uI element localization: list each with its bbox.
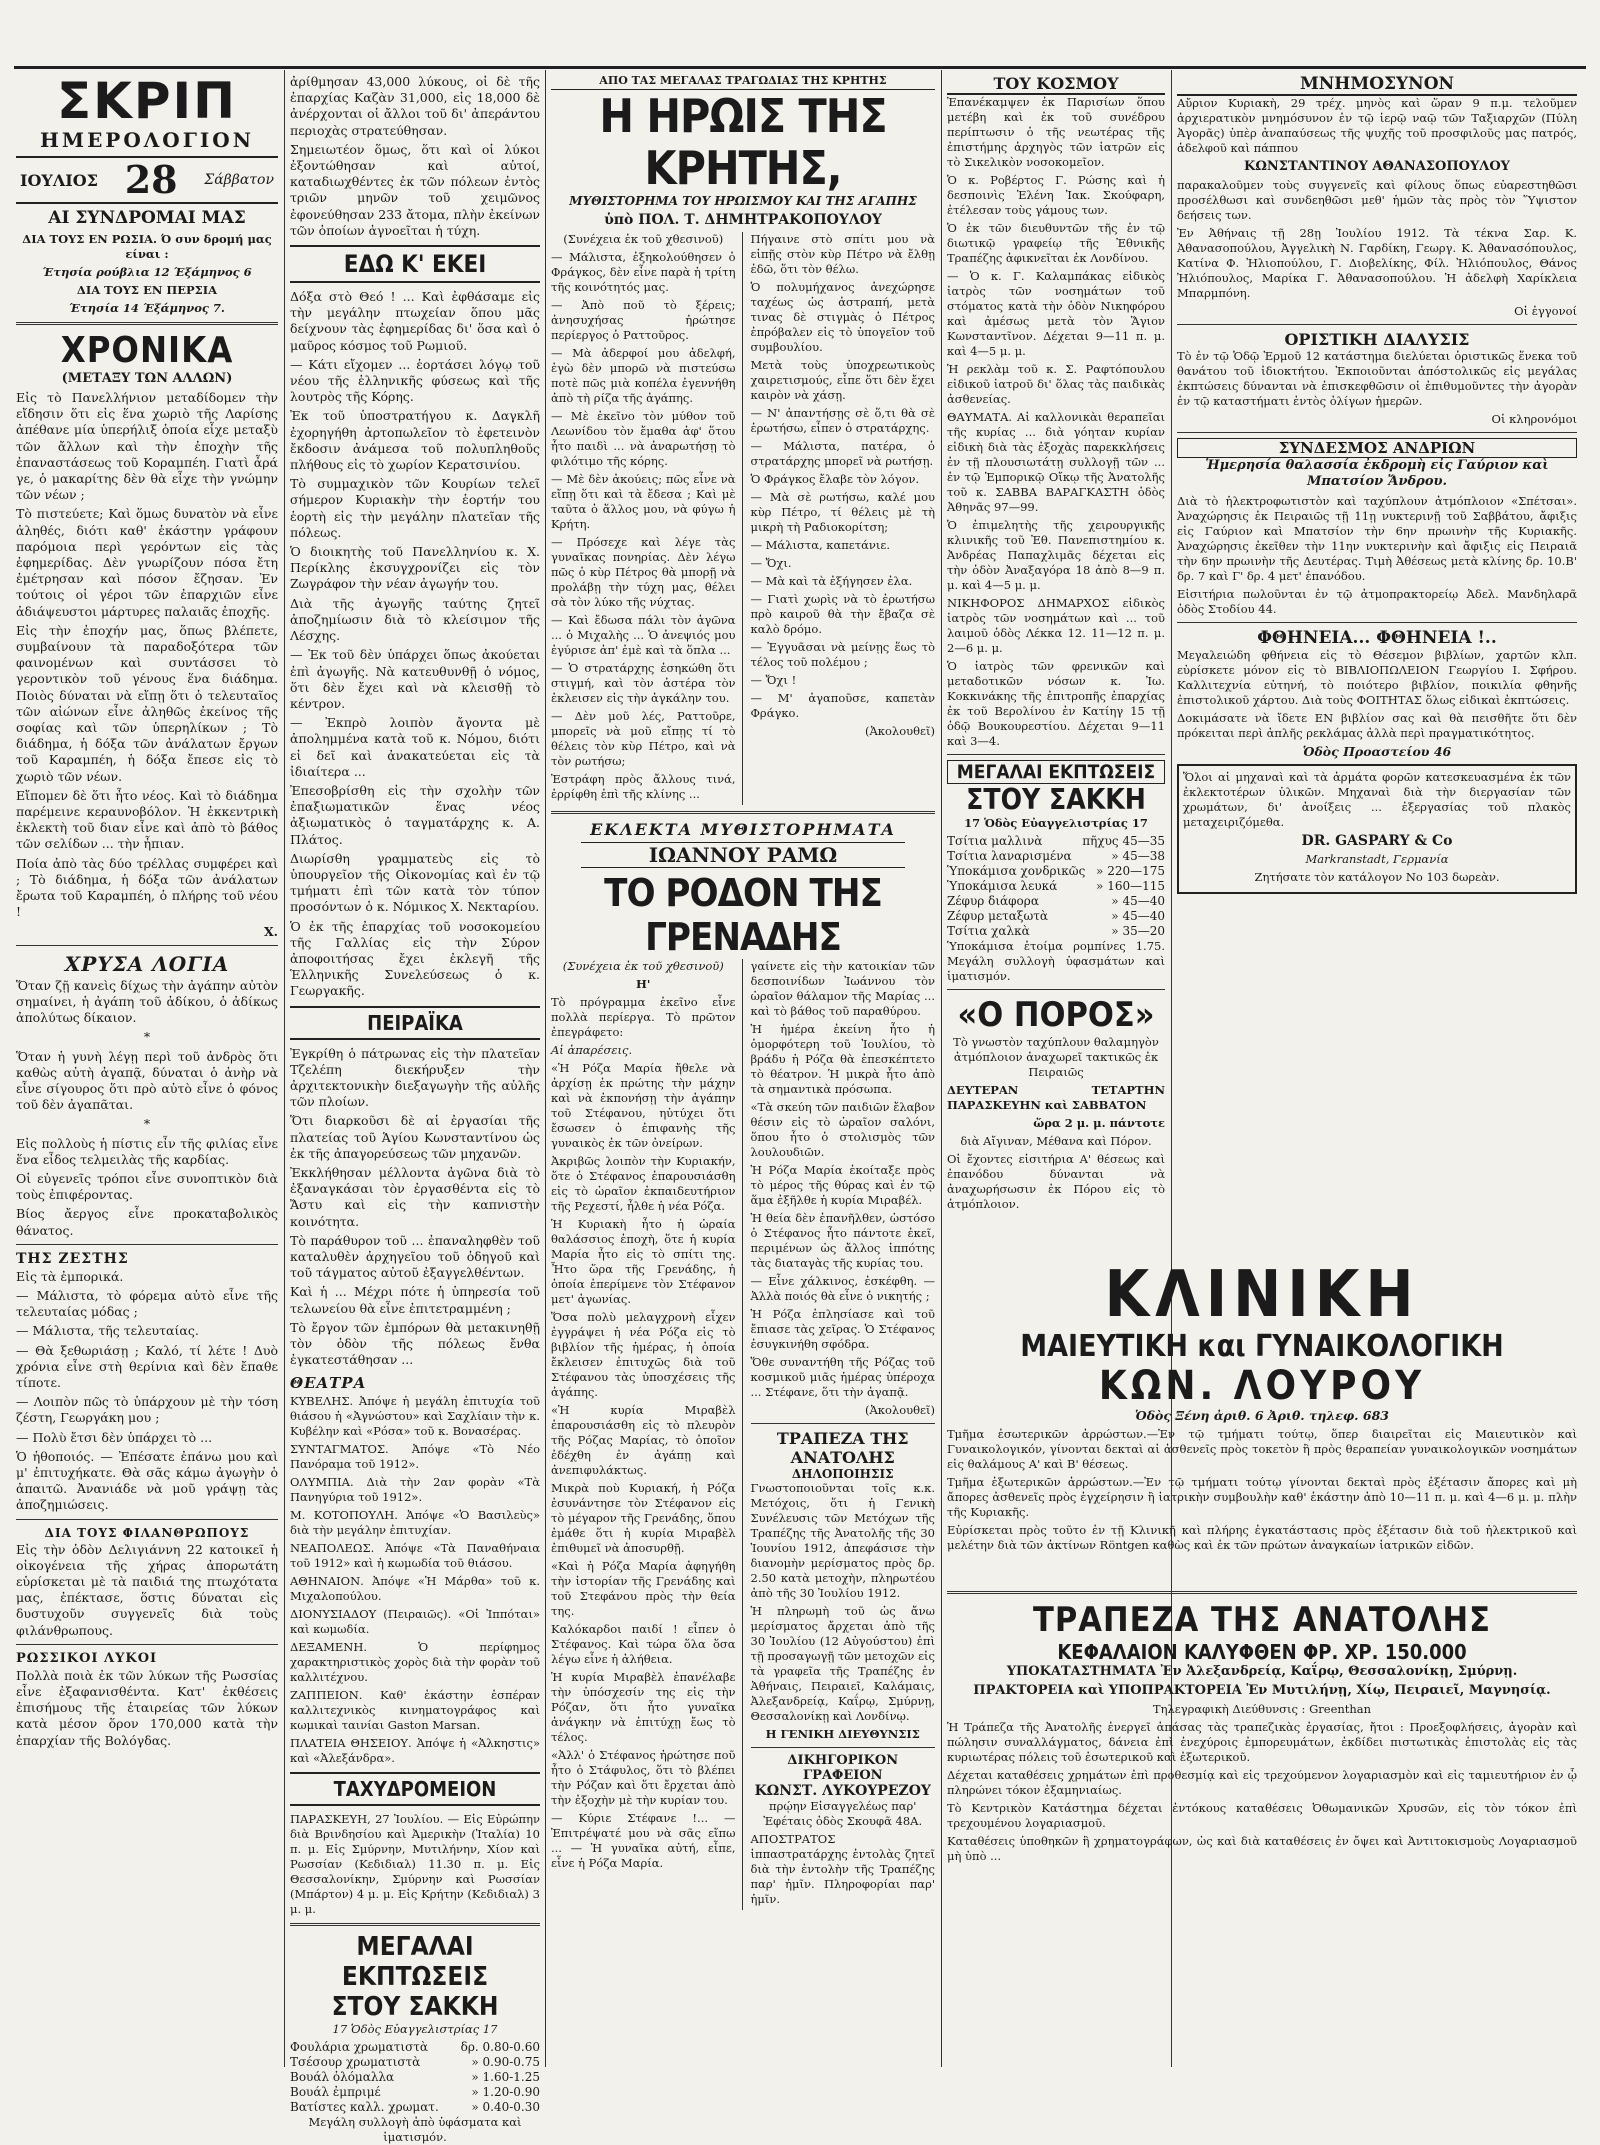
bank-ad-capital: ΚΕΦΑΛΑΙΟΝ ΚΑΛΥΦΘΕΝ ΦΡ. ΧΡ. 150.000 (1057, 1640, 1467, 1664)
poros-time: ὥρα 2 μ. μ. πάντοτε (1033, 1116, 1165, 1130)
article-paragraph: Ἡ Τράπεζα τῆς Ἀνατολῆς ἐνεργεῖ ἁπάσας τὰς τραπεζικὰς ἐργασίας, ἤτοι : Προεξοφλήσεις, ἀγορὰν καὶ πώλησιν συναλλάγματος, δάνεια ἐπὶ ἐνεχύροις ἐμπορευμάτων, ἐκδίδει πιστωτικὰς ἐπιστολὰς εἰς τὰς κυριωτέρας πόλεις τοῦ ἐσωτερικοῦ καὶ ἐξωτερικοῦ. (947, 1720, 1577, 1765)
article-paragraph: Ἡ πληρωμὴ τοῦ ὡς ἄνω μερίσματος ἄρχεται ἀπὸ τῆς 30 Ἰουλίου (12 Αὐγούστου) ἐπὶ τῇ προσαγωγῇ τῶν μετοχῶν εἰς τὰ γραφεῖα τῆς Τραπέζης ἐν Ἀθήναις, Πειραιεῖ, Καλάμαις, Ἀλεξανδρείᾳ, Καΐρῳ, Σμύρνῃ, Θεσσαλονίκῃ καὶ Λονδίνῳ. (750, 1604, 935, 1723)
clinic-title: ΚΛΙΝΙΚΗ (1104, 1258, 1420, 1332)
price-item-name: Τσίτια λαναρισμένα (947, 849, 1072, 863)
date-day: 28 (124, 157, 178, 202)
serial-columns (551, 232, 935, 805)
article-paragraph: Σημειωτέον ὅμως, ὅτι καὶ οἱ λύκοι ἐξοντώθησαν καὶ αὐτοί, καταδιωχθέντες ἐκ τῶν πόλεων ἐντὸς τριῶν μηνῶν τοῦ χειμῶνος ἐφονεύθησαν 233 ἄτομα, πλὴν ἐκείνων τῶν ὁποίων ἀγνοεῖται ἡ τύχη. (290, 141, 540, 238)
article-paragraph: — Κάτι εἴχομεν ... ἑορτάσει λόγῳ τοῦ νέου τῆς ἑλληνικῆς φύσεως καὶ τῆς λουτρὸς τῆς Κόρης. (290, 356, 540, 405)
price-item-value: » 45—38 (1111, 849, 1165, 863)
subscriptions-text: Έτησία 14 Έξάμηνος 7. (69, 301, 225, 315)
article-paragraph: — Μ' ἀγαποῦσε, καπετὰν Φράγκο. (750, 691, 935, 720)
price-item-value: δρ. 0.80-0.60 (460, 2040, 540, 2055)
article-paragraph: Ἐπεσοβρίσθη εἰς τὴν σχολὴν τῶν ἐπαξιωματικῶν ἕνας νέος ἀξιωματικὸς ὁ ταγματάρχης κ. Α. Πλάτος. (290, 782, 540, 847)
article-paragraph: Οἱ εὐγενεῖς τρόποι εἶνε συνοπτικὸν διὰ τοὺς ἐπιφέροντας. (16, 1170, 278, 1203)
dissolution-signature: Οἱ κληρονόμοι (1491, 412, 1577, 427)
price-item-name: Τσέσουρ χρωματιστὰ (290, 2055, 421, 2070)
philanthropy-heading: ΔΙΑ ΤΟΥΣ ΦΙΛΑΝΘΡΩΠΟΥΣ (44, 1525, 250, 1540)
article-paragraph: Ὁ ἐπιμελητὴς τῆς χειρουργικῆς κλινικῆς τοῦ Ἐθ. Πανεπιστημίου κ. Ἀνδρέας Παπαχλιμᾶς δέχεται εἰς τὴν ὁδὸν Ἀναξαγόρα 18 ἀπὸ 8—9 π. μ. καὶ 4—5 μ. μ. (947, 518, 1165, 592)
article-paragraph: Πήγαινε στὸ σπίτι μου νὰ εἰπῇς στὸν κὺρ Πέτρο νὰ ἔλθῃ ἐδῶ, ὅτι τὸν θέλω. (750, 232, 935, 276)
machinery-ad-footer: Ζητήσατε τὸν κατάλογον Νο 103 δωρεὰν. (1254, 870, 1500, 885)
price-row (290, 2040, 540, 2055)
theatre-listing: ΑΘΗΝΑΙΟΝ. Ἀπόψε «Ἡ Μάρθα» τοῦ κ. Μιχαλοπούλου. (290, 1574, 540, 1604)
syndesmos-title: Ἡμερησία θαλασσία ἐκδρομὴ εἰς Γαύριον καὶ Μπατσίον Ἄνδρου. (1205, 458, 1549, 490)
syndesmos-heading: ΣΥΝΔΕΣΜΟΣ ΑΝΔΡΙΩΝ (1177, 438, 1577, 458)
article-paragraph: Μετὰ τοὺς ὑποχρεωτικοὺς χαιρετισμούς, εἶπε ὅτι δὲν ἔχει καιρὸν νὰ χάσῃ. (750, 358, 935, 402)
article-paragraph: Ἡ ρεκλὰμ τοῦ κ. Σ. Ραφτόπουλου εἰδικοῦ ἰατροῦ δι' ὅλας τὰς παιδικὰς ἀσθενείας. (947, 362, 1165, 406)
post-office-heading: ΤΑΧΥΔΡΟΜΕΙΟΝ (290, 1772, 540, 1806)
fiction-author: ΙΩΑΝΝΟΥ ΡΑΜΩ (581, 842, 905, 868)
article-paragraph: Τμῆμα ἐσωτερικῶν ἀρρώστων.—Ἐν τῷ τμήματι τούτῳ, ὅπερ διαιρεῖται εἰς Μαιευτικὸν καὶ Γυναικολογικόν, γίνονται δεκταὶ αἱ ἀσθενεῖς πρὸς τοκετὸν ἢ πρὸς θεραπείαν γυναικολογικῶν νοσημάτων εἰς θαλάμους Α' καὶ Β' θέσεως. (947, 1427, 1577, 1472)
dissolution-heading: ΟΡΙΣΤΙΚΗ ΔΙΑΛΥΣΙΣ (1284, 330, 1470, 350)
sale-store-name: ΣΤΟΥ ΣΑΚΚΗ (966, 783, 1146, 816)
article-signature: X. (263, 923, 278, 939)
theatre-listing: ΣΥΝΤΑΓΜΑΤΟΣ. Ἀπόψε «Τὸ Νέο Πανόραμα τοῦ 1912». (290, 1442, 540, 1472)
bank-notice-heading: ΤΡΑΠΕΖΑ ΤΗΣ ΑΝΑΤΟΛΗΣ (776, 1429, 909, 1467)
article-paragraph: Ὁ πολυμήχανος ἀνεχώρησε ταχέως ὡς ἀστραπή, μετὰ τινας δὲ στιγμὰς ὁ Πέτρος ἐπρόβαλεν εἰς τὸ ὑπογεῖον τοῦ συμβουλίου. (750, 280, 935, 354)
bank-ad-agencies: ΠΡΑΚΤΟΡΕΙΑ καὶ ΥΠΟΠΡΑΚΤΟΡΕΙΑ Ἐν Μυτιλήνῃ, Χίῳ, Πειραιεῖ, Μαγνησίᾳ. (973, 1683, 1551, 1699)
law-office-text: ΑΠΟΣΤΡΑΤΟΣ ἱππαστρατάρχης ἐντολὰς ζητεῖ διὰ τὴν ἐντολὴν τῆς Τραπέζης παρ' ἡμῖν. Πληροφορίαι παρ' ἡμῖν. (750, 1832, 935, 1906)
bank-ad-telegraph: Τηλεγραφικὴ Διεύθυνσις : Greenthan (1152, 1702, 1372, 1717)
machinery-ad-city: Markranstadt, Γερμανία (1305, 852, 1449, 867)
article-paragraph: — Ὁ κ. Γ. Καλαμπάκας εἰδικὸς ἰατρὸς τῶν νοσημάτων τοῦ στόματος κατὰ τὴν ὁδὸν Νικηφόρου καὶ ἀμέσως μετὰ τὸν Ἅγιον Κωνσταντῖνον. Δέχεται 9—11 π. μ. καὶ 4—5 μ. μ. (947, 269, 1165, 358)
column-5 (1177, 74, 1577, 1254)
article-paragraph: Εὑρίσκεται πρὸς τοῦτο ἐν τῇ Κλινικῇ καὶ πλήρης ἐγκατάστασις πρὸς ἐξέτασιν διὰ τοῦ ἠλεκτρικοῦ καὶ μελέτην διὰ τῶν ἀκτίνων Röntgen καθὼς καὶ ἐκ τῶν πρώτων ἀναγκαίων ἰατρικῶν εἰδῶν. (947, 1523, 1577, 1553)
article-paragraph: Εἰς τὸ Πανελλήνιον μεταδίδομεν τὴν εἴδησιν ὅτι εἰς ἕνα χωριὸ τῆς Λαρίσης ἀπέθανε μία ὑπερήλιξ ὁποία εἶχε μεταξὺ τῶν ἄλλων καὶ τὴν ἐποχὴν τῆς ἐπαναστάσεως τοῦ Κοραμπέη. Γιατὶ ἆρά γε, ὁ μακαρίτης δὲν θὰ εἶχε τὴν γνώμην τῶν νέων ; (16, 390, 278, 503)
memorial-signature: Οἱ ἐγγονοί (1514, 304, 1577, 319)
peiraika-heading: ΠΕΙΡΑΪΚΑ (290, 1006, 540, 1040)
article-paragraph: Ὁ ἐκ τῆς ἐπαρχίας τοῦ νοσοκομείου τῆς Γαλλίας εἰς τὴν Σύρον ἀποφοιτήσας ἔχει ἐκλεγῆ τῆς Ἑλληνικῆς Συνελεύσεως ὁ κ. Γεωργακῆς. (290, 918, 540, 999)
article-paragraph: Ἀκριβῶς λοιπὸν τὴν Κυριακήν, ὅτε ὁ Στέφανος ἐπαρουσιάσθη εἰς τὸ ὡραῖον ἐκπαιδευτήριον τῆς Ρεχεστί, ἦλθε ἡ νέα Ρόζα. (551, 1154, 736, 1213)
article-paragraph: Ὅταν ζῇ κανεὶς δίχως τὴν ἀγάπην αὐτὸν σημαίνει, ἡ ἀγάπη τοῦ ἀδίκου, ὁ ἀδίκως ἀπολύτως δίκαιον. (16, 977, 278, 1026)
article-paragraph: — Ὄχι ! (750, 673, 797, 687)
fiction-columns (551, 959, 935, 1910)
article-paragraph: Μεγαλειώδη φθήνεια εἰς τὸ Θέσεμον βιβλίων, χαρτῶν κλπ. εὑρίσκετε μόνον εἰς τὸ ΒΙΒΛΙΟΠΩΛΕΙΟΝ Γεωργίου Ι. Σφήρου. Καλλιτεχνία εὐτηνή, τὸ ποιότερο βιβλίον, ποικιλία φθηνῆς ἐπιστολικοῦ χάρτου. Διὰ τοὺς ΦΟΙΤΗΤΑΣ ὅλως εἰδικαὶ ἐκπτώσεις. (1177, 647, 1577, 707)
article-paragraph: — Ὁ στρατάρχης ἐσηκώθη ὅτι στιγμή, καὶ τὸν ἀστέρα τὸν ἐκλεισεν εἰς τὴν ἀγκάλην του. (551, 661, 736, 705)
article-paragraph: Ἐγκρίθη ὁ πάτρωνας εἰς τὴν πλατεῖαν Τζελέπη διεκήρυξεν τὴν ἀρχιτεκτονικὴν διεξαγωγὴν τῆς αὐλῆς τῶν πλοίων. (290, 1045, 540, 1110)
price-row (290, 2100, 540, 2115)
article-paragraph: Τὸ ἐν τῷ Ὁδῷ Ἑρμοῦ 12 κατάστημα διελύεται ὁριστικῶς ἕνεκα τοῦ θανάτου τοῦ ἰδιοκτήτου. Ἐκποιοῦνται ἀπόστολικῶς εἰς μεγάλας ἐκπτώσεις δύνανται νὰ ἐπισκεφθῶσιν οἱ ἐπιθυμοῦντες τὴν ἀγορὰν ἐν τῷ καταστήματι ἐντὸς ὀλίγων ἡμερῶν. (1177, 349, 1577, 409)
law-office-text: πρῴην Εἰσαγγελέως παρ' Ἐφέταις ὁδὸς Σκουφᾶ 48Α. (763, 1799, 923, 1828)
article-paragraph: Διωρίσθη γραμματεὺς εἰς τὸ ὑπουργεῖον τῆς Οἰκονομίας καὶ ἐν τῷ τμήματι ἐπὶ τῶν κατὰ τὸν τύπον προσόντων ὁ κ. Νόμικος Χ. Νεκταρίου. (290, 850, 540, 915)
chronika-heading: ΧΡΟΝΙΚΑ (60, 330, 234, 371)
article-paragraph: Εἰς πολλοὺς ἡ πίστις εἶν τῆς φιλίας εἶνε ἕνα εἶδος τελμειλὰς τῆς καρδίας. (16, 1135, 278, 1167)
article-paragraph: Ὁ ἐκ τῶν διευθυντῶν τῆς ἐν τῷ διωτικῷ γραφείῳ τῆς Ἐθνικῆς Τραπέζης ἀφικνεῖται ἐκ Λονδίνου. (947, 221, 1165, 265)
law-office-name: ΚΩΝΣΤ. ΛΥΚΟΥΡΕΖΟΥ (754, 1783, 931, 1799)
article-paragraph: Ὅσα πολὺ μελαγχρονὴ εἶχεν ἐγγράψει ἡ νέα Ρόζα εἰς τὸ βιβλίον τῆς ἡμέρας, ἡ ὁποία ἔκλεισεν ἐπιτυχῶς διὰ τοῦ Στέφανου τὰς ὑποσχέσεις τῆς ἀγάπης. (551, 1310, 736, 1399)
column-2 (290, 74, 540, 2145)
price-row (947, 894, 1165, 909)
article-paragraph: Ὁ ἡθοποιός. — Ἐπέσατε ἐπάνω μου καὶ μ' ἐπιτυχήκατε. Θὰ σᾶς κάμω ἀγωγὴν ὁ ἀπαιτῶ. Ἀνανιάδε νὰ μοῦ γράψῃ τὰς ἀποζημιώσεις. (16, 1448, 278, 1513)
article-continued: (Ἀκολουθεῖ) (865, 724, 935, 738)
article-paragraph: ἀρίθμησαν 43,000 λύκους, οἱ δὲ τῆς ἐπαρχίας Καζὰν 31,000, εἰς 18,000 δὲ ἀνέρχονται οἱ ἄλλοι τοῦ δι' ἀπεράντου περιοχὰς στρατεύθησαν. (290, 74, 540, 138)
price-row (290, 2085, 540, 2100)
article-paragraph: — Πολὺ ἔτσι δὲν ὑπάρχει τὸ ... (16, 1429, 213, 1445)
bank-ad-title: ΤΡΑΠΕΖΑ ΤΗΣ ΑΝΑΤΟΛΗΣ (1033, 1600, 1491, 1640)
bank-ad-branches: ΥΠΟΚΑΤΑΣΤΗΜΑΤΑ Ἐν Ἀλεξανδρείᾳ, Καΐρῳ, Θεσσαλονίκῃ, Σμύρνῃ. (1006, 1664, 1518, 1679)
sale-store-name: ΣΤΟΥ ΣΑΚΚΗ (331, 1992, 499, 2023)
article-paragraph: Εἰς τὰ ἐμπορικά. (16, 1268, 124, 1284)
price-row (947, 909, 1165, 924)
bank-notice-subheading: ΔΗΛΟΠΟΙΗΣΙΣ (791, 1467, 894, 1481)
article-paragraph: Τὸ πιστεύετε; Καὶ ὅμως δυνατὸν νὰ εἶνε ἀληθές, διότι καθ' ἑκάστην γράφουν παρόμοια περὶ γερόντων εἰς τὰς ἐφημερίδας. Δὲν γνωρίζουν πόσα ἔτη ἐμέτρησαν καὶ πόσον ἔζησαν. Ἐν τούτοις οἱ γέροι τῶν ἐπαρχιῶν εἶνε ἀδιάψευστοι μάρτυρες παλαιᾶς ἐποχῆς. (16, 506, 278, 619)
article-paragraph: — Ἐκ τοῦ δὲν ὑπάρχει ὅπως ἀκούεται ἐπὶ ἀγωγῆς. Νὰ κατευθυνθῇ ὁ νόμος, ὅτι δὲν ἔχει καὶ νὰ κλεισθῇ τὸ κέντρον. (290, 647, 540, 711)
sale-footer: Ὑποκάμισα ἐτοίμα ρομπίνες 1.75. Μεγάλη συλλογὴ ὑφασμάτων καὶ ἱματισμόν. (947, 939, 1165, 983)
price-item-name: Βουάλ ὁλόμαλλα (290, 2070, 395, 2085)
article-paragraph: — Μάλιστα, τὸ φόρεμα αὐτὸ εἶνε τῆς τελευταίας μόδας ; (16, 1287, 278, 1320)
article-paragraph: Ὅλοι αἱ μηχαναὶ καὶ τὰ ἀρμάτα φορῶν κατεσκευασμένα ἐκ τῶν ἐκλεκτοτέρων ὑλικῶν. Μηχαναὶ διὰ τὴν διεργασίαν τῶν χρωμάτων, δι' ἀνοίξεις ... ἐξεργασίας τοῦ πλακὸς μεταχειριζόμεθα. (1183, 769, 1571, 829)
theatre-listing: ΠΛΑΤΕΙΑ ΘΗΣΕΙΟΥ. Ἀπόψε ἡ «Ἀλκηστις» καὶ «Ἀλεξάνδρα». (290, 1736, 540, 1766)
column-1: ΣΚΡΙΠ ΗΜΕΡΟΛΟΓΙΟΝ ΙΟΥΛΙΟΣ 28 Σάββατον ΑΙ ΣΥΝΔΡΟΜΑΙ ΜΑΣ ΔΙΑ ΤΟΥΣ ΕΝ ΡΩΣΙΑ. Ό συν δρομή μας είναι : Έτησία ρούβλια 12 Έξάμηνος 6 ΔΙΑ ΤΟΥΣ ΕΝ ΠΕΡΣΙΑ Έτησία 14 Έξάμηνος 7. ΧΡΟΝΙΚΑ (ΜΕΤΑΞΥ ΤΩΝ ΑΛΛΩΝ) Εἰς τὸ Πανελλήνιον μεταδίδομεν τὴν εἴδησιν ὅτι εἰς ἕνα χωριὸ τῆς Λαρίσης ἀπέθανε μία ὑπερήλιξ ὁποία εἶχε μεταξὺ τῶν ἄλλων καὶ τὴν ἐποχὴν τῆς ἐπαναστάσεως τοῦ Κοραμπέη. Γιατὶ ἆρά γε, ὁ μακαρίτης δὲν θὰ εἶχε τὴν γνώμην τῶν νέων ; Τὸ πιστεύετε; Καὶ ὅμως δυνατὸν νὰ εἶνε ἀληθές, διότι καθ' ἑκάστην γράφουν παρόμοια περὶ γερόντων εἰς τὰς ἐφημερίδας. Δὲν γνωρίζουν πόσα ἔτη ἐμέτρησαν καὶ πόσον ἔζησαν. Ἐν τούτοις οἱ γέροι τῶν ἐπαρχιῶν εἶνε ἀδιάψευστοι μάρτυρες παλαιᾶς ἐποχῆς. Εἰς τὴν ἐποχήν μας, ὅπως βλέπετε, συμβαίνουν τὰ παραδοξότερα τῶν φαινομένων καὶ συντάσσει τὸ γεροντικὸν τοῦ γένους ἕνα διάδημα. Ποιὸς δύναται νὰ εἴπῃ ὅτι ὁ τελευταῖος τῶν αἰώνων εἶνε ἀληθῶς ἐκείνος τῆς σοφίας καὶ τῶν ὑπερηλίκων ; Τὸ διάδημα, ἡ δόξα τῶν ἀνάλατων ἔργων τοῦ Καραμπέη, ἡ δόξα ἔπεσε εἰς τὸ χωριὸ τῶν νέων. Εἴπομεν δὲ ὅτι ἦτο νέος. Καὶ τὸ διάδημα παρέμεινε κεραυνοβόλον. Ἡ ἐκκεντρικὴ ἐκλεκτὴ τοῦ διαν εἶνε καὶ ἀπὸ τὸ βάθος τῶν σελίδων ... τὴν ἦπιαν. Ποία ἀπὸ τὰς δύο τρέλλας συμφέρει καὶ ; Τὸ διάδημα, ἡ δόξα τῶν ἀνάλατων ἔρωτα τοῦ Καραμπέη, ὁ πλήρης τοῦ νέου ! X. ΧΡΥΣΑ ΛΟΓΙΑ Ὅταν ζῇ κανεὶς δίχως τὴν ἀγάπην αὐτὸν σημαίνει, ἡ ἀγάπη τοῦ ἀδίκου, ὁ ἀδίκως ἀπολύτως δίκαιον. * Ὅταν ἡ γυνὴ λέγῃ περὶ τοῦ ἀνδρὸς ὅτι καθὼς αὐτὴ ἀγαπᾷ, δύναται ὁ ἀνὴρ νὰ εἶνε σίγουρος ὅτι πρὸ αὐτὸ εἶνε ὁ φόνος τοῦ δὲν ἀγαπᾶται. * Εἰς πολλοὺς ἡ πίστις εἶν τῆς φιλίας εἶνε ἕνα εἶδος τελμειλὰς τῆς καρδίας. Οἱ εὐγενεῖς τρόποι εἶνε συνοπτικὸν διὰ τοὺς ἐπιφέροντας. Βίος ἄεργος εἶνε προκαταβολικὸς θάνατος. ΤΗΣ ΖΕΣΤΗΣ Εἰς τὰ ἐμπορικά. — Μάλιστα, τὸ φόρεμα αὐτὸ εἶνε τῆς τελευταίας μόδας ; — Μάλιστα, τῆς τελευταίας. — Θὰ ξεθωριάσῃ ; Καλό, τί λέτε ! Δυὸ χρόνια εἶνε στὴ θερίνια καὶ δὲν ἔπαθε τίποτε. — Λοιπὸν πῶς τὸ ὑπάρχουν μὲ τὴν τόση ζέστη, Γεωργάκη μου ; — Πολὺ ἔτσι δὲν ὑπάρχει τὸ ... Ὁ ἡθοποιός. — Ἐπέσατε ἐπάνω μου καὶ μ' ἐπιτυχήκατε. Θὰ σᾶς κάμω ἀγωγὴν ὁ ἀπαιτῶ. Ἀνανιάδε νὰ μοῦ γράψῃ τὰς ἀποζημιώσεις. ΔΙΑ ΤΟΥΣ ΦΙΛΑΝΘΡΩΠΟΥΣ Εἰς τὴν ὁδὸν Δελιγιάννη 22 κατοικεῖ ἡ οἰκογένεια τῆς χήρας ἀπορωτάτη εὑρίσκεται μὲ τὰ παιδιά της πτωχότατα μας, ἐπέκτασε, ὅστις δύναται εἰς δυστυχοῦν συγγενεῖς διὰ τοὺς φιλάνθρωπους. ΡΩΣΣΙΚΟΙ ΛΥΚΟΙ Πολλὰ ποιὰ ἐκ τῶν λύκων τῆς Ρωσσίας εἶνε ἐξαφανισθέντα. Κατ' ἐκθέσεις ἐπισήμους τῆς ἑταιρείας τῶν λύκων κατὰ μέσον ὅρον 170,000 κατὰ τὴν ἐπαρχίαν τῆς Βολόγδας. (16, 72, 278, 1748)
memorial-heading: ΜΝΗΜΟΣΥΝΟΝ (1177, 74, 1577, 96)
price-row (947, 849, 1165, 864)
sale-footer: Μεγάλη συλλογὴ ἀπὸ ὑφάσματα καὶ ἱματισμόν. (308, 2115, 522, 2145)
price-item-name: Τσίτια μαλλινὰ (947, 834, 1043, 848)
article-paragraph: «Τὰ σκεύη τῶν παιδιῶν ἔλαβον θέσιν εἰς τὸ ὡραῖον σαλόνι, ὅπου ἦτο ὁ στολισμὸς τῶν λουλουδιῶν. (750, 1100, 935, 1159)
price-item-value: πῆχυς 45—35 (1082, 834, 1165, 848)
price-row (947, 924, 1165, 939)
article-paragraph: Ὅθε συναντήθη τῆς Ρόζας τοῦ κοσμικοῦ μιᾶς ἡμέρας ὑπέροχα ... Στέφανε, ὅτι τὴν ἀγαπᾷ. (750, 1355, 935, 1399)
masthead-title: ΣΚΡΙΠ (57, 72, 237, 130)
serial-kicker: ΑΠΟ ΤΑΣ ΜΕΓΑΛΑΣ ΤΡΑΓΩΔΙΑΣ ΤΗΣ ΚΡΗΤΗΣ (551, 74, 935, 90)
date-weekday: Σάββατον (204, 172, 274, 188)
price-item-name: Ζέφυρ μεταξωτὰ (947, 909, 1049, 923)
price-item-name: Βατίστες καλλ. χρωματ. (290, 2100, 439, 2115)
price-row (947, 879, 1165, 894)
price-item-value: » 0.90-0.75 (471, 2055, 540, 2070)
date-bar (16, 156, 278, 204)
article-paragraph: Ἐπανέκαμψεν ἐκ Παρισίων ὅπου μετέβη καὶ ἐκ τοῦ συνέδρου περίπτωσιν ὁ τῆς νεωτέρας τῆς ἐπιστήμης ἀρχηγὸς τῶν ἰατρῶν εἰς τὸ Σικελικὸν νοσοκομεῖον. (947, 95, 1165, 169)
article-paragraph: Καλόκαρδοι παιδί ! εἶπεν ὁ Στέφανος. Καὶ τώρα ὅλα ὅσα λέγω εἶνε ἡ ἀλήθεια. (551, 1622, 736, 1666)
article-paragraph: Ἐκκλήθησαν μέλλοντα ἀγῶνα διὰ τὸ ἐξαναγκάσαι τὸν ἐργασθέντα εἰς τὸ Ἄστυ καὶ εἰς τὴν καπνιστὴν κοινότητα. (290, 1164, 540, 1229)
article-paragraph: — Θὰ ξεθωριάσῃ ; Καλό, τί λέτε ! Δυὸ χρόνια εἶνε στὴ θερίνια καὶ δὲν ἔπαθε τίποτε. (16, 1342, 278, 1390)
article-paragraph: — Καὶ ἔδωσα πάλι τὸν ἀγῶνα ... ὁ Μιχαλὴς ... Ὁ ἀνεψιός μου ἐγύρισε ἀπ' ἐμὲ καὶ τὰ ὅπλα ... (551, 613, 736, 657)
article-paragraph: Τὸ παράθυρον τοῦ ... ἐπαναληφθὲν τοῦ καταλυθὲν ἀρχηγεῖου τοῦ ὁδηγοῦ καὶ τοῦ τάγματος αὐτοῦ ἐξαγγελθέντων. (290, 1232, 540, 1281)
article-paragraph: ΝΙΚΗΦΟΡΟΣ ΔΗΜΑΡΧΟΣ εἰδικὸς ἰατρὸς τῶν νοσημάτων καὶ ... τοῦ λαιμοῦ ὁδὸς Λέκκα 12. 11—12 π. μ. 2—6 μ. μ. (947, 596, 1165, 655)
price-item-value: » 1.60-1.25 (471, 2070, 540, 2085)
poros-days: ΔΕΥΤΕΡΑΝ ΤΕΤΑΡΤΗΝ ΠΑΡΑΣΚΕΥΗΝ καὶ ΣΑΒΒΑΤΟΝ (947, 1083, 1165, 1112)
price-item-value: » 1.20-0.90 (471, 2085, 540, 2100)
price-item-name: Ζέφυρ διάφορα (947, 894, 1039, 908)
article-paragraph: Καταθέσεις ὑποθηκῶν ἢ χρηματογράφων, ὡς καὶ διὰ καταθέσεις ἐν ὄψει καὶ Ἀντιτοκισμοὺς Λογαριασμοῦ μὴ ὑπὸ ... (947, 1834, 1577, 1864)
serial-headline: Η ΗΡΩΙΣ ΤΗΣ ΚΡΗΤΗΣ, (599, 89, 887, 195)
price-row (290, 2070, 540, 2085)
article-paragraph: — Ν' ἀπαντήσῃς σὲ ὅ,τι θὰ σὲ ἐρωτήσω, εἶπεν ὁ στρατάρχης. (750, 406, 935, 435)
serial-author: ὑπὸ ΠΟΛ. Τ. ΔΗΜΗΤΡΑΚΟΠΟΥΛΟΥ (604, 212, 882, 228)
price-item-name: Ὑποκάμισα λευκά (947, 879, 1058, 893)
cheapness-address: Ὁδὸς Προαστείου 46 (1302, 743, 1452, 759)
article-paragraph: γαίνετε εἰς τὴν κατοικίαν τῶν δεσποινίδων Ἰωάννου τὸν ὡραῖον θάλαμον τῆς Μαρίας ... καὶ τὸ βάθος τοῦ παραθύρου. (750, 959, 935, 1018)
wolves-heading: ΡΩΣΣΙΚΟΙ ΛΥΚΟΙ (16, 1650, 158, 1666)
article-paragraph: — Μὰ καὶ τὰ ἐξήγησεν ἐλα. (750, 574, 913, 588)
article-continued: (Ἀκολουθεῖ) (865, 1403, 935, 1417)
article-paragraph: — Λοιπὸν πῶς τὸ ὑπάρχουν μὲ τὴν τόση ζέστη, Γεωργάκη μου ; (16, 1394, 278, 1426)
cheapness-heading: ΦΘΗΝΕΙΑ... ΦΘΗΝΕΙΑ !.. (1257, 627, 1497, 648)
article-paragraph: Ἐν Ἀθήναις τῇ 28ῃ Ἰουλίου 1912. Τὰ τέκνα Σαρ. Κ. Ἀθανασοπούλου, Ἀγγελικὴ Ν. Γαρδίκη, Γεωργ. Κ. Ἀθανασόπουλος, Κατίνα Φ. Ἠλιοπούλου, Γ. Διοβελίκης, Φίλ. Ἠλιόπουλος, Θάνος Ἠλιόπουλος, Μαρίκα Γ. Ἀθανασοπούλου. Ἡ ἀδελφὴ Χαρίκλεια Μπαρμπόνη. (1177, 226, 1577, 301)
article-paragraph: Αὔριον Κυριακὴ, 29 τρέχ. μηνὸς καὶ ὥραν 9 π.μ. τελοῦμεν ἀρχιερατικὸν μνημόσυνον ἐν τῷ ἱερῷ ναῷ τῶν Ταξιαρχῶν (Πύλη Ἀγορᾶς) ὑπὲρ ἀναπαύσεως τῆς ψυχῆς τοῦ προσφιλοῦς μας πατρός, ἀδελφοῦ καὶ πάππου (1177, 96, 1577, 155)
article-paragraph: Ἡ ἡμέρα ἐκείνη ἦτο ἡ ὁμορφότερη τοῦ Ἰουλίου, τὸ βράδυ ἡ Ρόζα θὰ ἐπεσκέπτετο τὸ θέατρον. Ἡ μικρὰ ἦτο ἀπὸ τὰ σημαντικὰ πρόσωπα. (750, 1022, 935, 1096)
article-paragraph: «Ἡ Ρόζα Μαρία ἤθελε νὰ ἀρχίσῃ ἐκ πρώτης τὴν μάχην καὶ νὰ ἐκπονήσῃ τὴν ἀγάπην τοῦ Στέφανου, ηὐτύχει ὅτι ἔσωσεν ὁ ἐπιφανὴς τῆς γυναικὸς ἐκ τῶν ὀνείρων. (551, 1061, 736, 1150)
price-item-name: Βουάλ ἐμπριμέ (290, 2085, 381, 2100)
theatre-listing: ΔΙΟΝΥΣΙΑΔΟΥ (Πειραιῶς). «Οἱ Ἰππόται» καὶ κωμωδία. (290, 1607, 540, 1637)
column-rule (284, 70, 285, 2067)
subscriptions-heading: ΑΙ ΣΥΝΔΡΟΜΑΙ ΜΑΣ (48, 208, 246, 228)
subscriptions-text: ΔΙΑ ΤΟΥΣ ΕΝ ΠΕΡΣΙΑ (76, 283, 218, 297)
theatres-heading: ΘΕΑΤΡΑ (290, 1374, 367, 1393)
article-paragraph: — Μὰ ἀδερφοί μου ἀδελφή, ἐγὼ δὲν μπορῶ νὰ πιστεύσω ποτὲ πῶς μιὰ κοπέλα ἐγεννήθη ἀπὸ τὴ ρίζα τῆς ἀγάπης. (551, 346, 736, 405)
price-item-value: » 35—20 (1111, 924, 1165, 938)
heat-heading: ΤΗΣ ΖΕΣΤΗΣ (16, 1250, 129, 1267)
article-paragraph: — Μάλιστα, ἐξηκολούθησεν ὁ Φράγκος, δὲν εἶνε παρὰ ἡ τρίτη τῆς κοινότητός μας. (551, 250, 736, 294)
article-paragraph: — Μάλιστα, τῆς τελευταίας. (16, 1323, 199, 1339)
article-paragraph: Ὅτι διαρκοῦσι δὲ αἱ ἐργασίαι τῆς πλατείας τοῦ Ἁγίου Κωνσταντίνου ὡς ἐκ τῆς ἀπαγορεύσεως τῶν μηχανῶν. (290, 1113, 540, 1161)
article-paragraph: Ὁ Φράγκος ἔλαβε τὸν λόγον. (750, 472, 920, 486)
article-paragraph: Διὰ τὸ ἡλεκτροφωτιστὸν καὶ ταχύπλουν ἀτμόπλοιον «Σπέτσαι». Ἀναχώρησις ἐκ Πειραιῶς τῇ 11ῃ νυκτερινῇ τοῦ Σαββάτου, ἄφιξις εἰς Γαύριον καὶ Μπατσίον τὴν 6ην πρωινὴν τῆς Κυριακῆς. Ἀναχώρησις ἐκεῖθεν τὴν 11ην νυκτερινὴν καὶ ἄφιξις εἰς Πειραιᾶ τὴν 6ην πρωινὴν τῆς Δευτέρας. Τιμὴ Ἀθέσεως μετὰ κλίνης δρ. 10.Β' δρ. 7 καὶ Γ' δρ. 4 μετ' ἐπανόδου. (1177, 493, 1577, 583)
article-paragraph: (Συνέχεια ἐκ τοῦ χθεσινοῦ) (562, 959, 724, 973)
article-paragraph: Πολλὰ ποιὰ ἐκ τῶν λύκων τῆς Ρωσσίας εἶνε ἐξαφανισθέντα. Κατ' ἐκθέσεις ἐπισήμους τῆς ἑταιρείας τῶν λύκων κατὰ μέσον ὅρον 170,000 κατὰ τὴν ἐπαρχίαν τῆς Βολόγδας. (16, 1667, 278, 1748)
article-paragraph: — Μὲ δὲν ἀκούεις; πῶς εἶνε νὰ εἴπῃ ὅτι καὶ τὰ ἔδεσα ; Καὶ μὲ ταῦτα ὁ ἅλλος μου, νὰ φύγω ἡ Κρήτη. (551, 472, 736, 531)
article-paragraph: Ἡ κυρία Μιραβὲλ ἐπανέλαβε τὴν ὑπόσχεσίν της εἰς τὴν Ρόζαν, ὅτι ἦτο γυναῖκα ἀνάγκην νὰ ἐπιτύχῃ ἔως τὸ τέλος. (551, 1670, 736, 1744)
clinic-name: ΚΩΝ. ΛΟΥΡΟΥ (1098, 1363, 1426, 1409)
clinic-subtitle: ΜΑΙΕΥΤΙΚΗ και ΓΥΝΑΙΚΟΛΟΓΙΚΗ (1020, 1329, 1504, 1364)
price-item-name: Ὑποκάμισα χονδρικῶς (947, 864, 1086, 878)
price-item-name: Φουλάρια χρωματιστὰ (290, 2040, 429, 2055)
society-heading: ΤΟΥ ΚΟΣΜΟΥ (947, 74, 1165, 95)
article-paragraph: Ποία ἀπὸ τὰς δύο τρέλλας συμφέρει καὶ ; Τὸ διάδημα, ἡ δόξα τῶν ἀνάλατων ἔρωτα τοῦ Καραμπέη, ὁ πλήρης τοῦ νέου ! (16, 855, 278, 920)
article-paragraph: Δοκιμάσατε νὰ ἴδετε ΕΝ βιβλίον σας καὶ θὰ πεισθῆτε ὅτι δὲν πρόκειται περὶ ἁπλῆς ρεκλάμας ἀλλὰ περὶ πραγματικότητος. (1177, 710, 1577, 740)
article-paragraph: Εἰς τὴν ὁδὸν Δελιγιάννη 22 κατοικεῖ ἡ οἰκογένεια τῆς χήρας ἀπορωτάτη εὑρίσκεται μὲ τὰ παιδιά της πτωχότατα μας, ἐπέκτασε, ὅστις δύναται εἰς δυστυχοῦν συγγενεῖς διὰ τοὺς φιλάνθρωπους. (16, 1541, 278, 1638)
article-paragraph: — Ἐγγυᾶσαι νὰ μείνῃς ἕως τὸ τέλος τοῦ πολέμου ; (750, 640, 935, 669)
article-paragraph: Τὸ ἔργον τῶν ἐμπόρων θὰ μετακινηθῇ τὸν ὁδὸν τῆς πόλεως ἔνθα ἐγκατεστάθησαν ... (290, 1319, 540, 1368)
article-paragraph: — Μάλιστα, καπετάνιε. (750, 538, 890, 552)
article-paragraph: Γνωστοποιοῦνται τοῖς κ.κ. Μετόχοις, ὅτι ἡ Γενικὴ Συνέλευσις τῶν Μετόχων τῆς Τραπέζης τῆς Ἀνατολῆς τῆς 30 Ἰουνίου 1912, ἀπεφάσισε τὴν διανομὴν μερίσματος πρὸς δρ. 2.50 κατὰ μετοχὴν, πληρωτέου ἀπὸ τῆς 30 Ἰουλίου 1912. (750, 1481, 935, 1600)
article-paragraph: Ὅταν ἡ γυνὴ λέγῃ περὶ τοῦ ἀνδρὸς ὅτι καθὼς αὐτὴ ἀγαπᾷ, δύναται ὁ ἀνὴρ νὰ εἶνε σίγουρος ὅτι πρὸ αὐτὸ εἶνε ὁ φόνος τοῦ δὲν ἀγαπᾶται. (16, 1048, 278, 1113)
machinery-ad (1177, 764, 1577, 894)
article-paragraph: «Καὶ ἡ Ρόζα Μαρία ἀφηγήθη τὴν ἱστορίαν τῆς Γρενάδης καὶ τοῦ Στεφάνου πρὸς τὴν θεία της. (551, 1559, 736, 1618)
law-office-heading: ΔΙΚΗΓΟΡΙΚΟΝ ΓΡΑΦΕΙΟΝ (787, 1753, 899, 1783)
bank-ad (947, 1585, 1577, 2085)
article-paragraph: Δέχεται καταθέσεις χρημάτων ἐπὶ προθεσμίᾳ καὶ εἰς τρεχούμενον λογαριασμὸν καὶ εἰς ταμιευτήριον ἐν ᾧ πληρώνει τόκον ἐξαμηνιαίως. (947, 1768, 1577, 1798)
article-paragraph: Διὰ τῆς ἀγωγῆς ταύτης ζητεῖ ἀποζημίωσιν διὰ τὸ κλείσιμον τῆς Λέσχης. (290, 595, 540, 644)
top-rule (14, 66, 1586, 69)
chronika-subheading: (ΜΕΤΑΞΥ ΤΩΝ ΑΛΛΩΝ) (61, 371, 233, 386)
price-row (290, 2055, 540, 2070)
article-paragraph: Εἰσιτήρια πωλοῦνται ἐν τῷ ἀτμοπρακτορείῳ Ἀδελ. Μανδηλαρᾶ ὁδὸς Στοδίου 44. (1177, 586, 1577, 616)
subscriptions-text: Έτησία ρούβλια 12 Έξάμηνος 6 (42, 265, 252, 279)
article-paragraph: Ὁ ἰατρὸς τῶν φρενικῶν καὶ μεταδοτικῶν νόσων κ. Ἰω. Κοκκινάκης τῆς ἐπιτροπῆς ἐπαρχίας ἐκ τοῦ Βερολίνου ἐν Κατίηγ 15 τῇ ὁδῷ Βουκουρεστίου. Δέχεται 9—11 καὶ 3—4. (947, 659, 1165, 748)
theatre-listing: ΔΕΞΑΜΕΝΗ. Ὁ περίφημος χαρακτηριστικὸς χορὸς διὰ τὴν φορὰν τοῦ καλλιτέχνου. (290, 1640, 540, 1685)
article-paragraph: ΘΑΥΜΑΤΑ. Αἱ καλλονικὰι θεραπεῖαι τῆς κυρίας ... διὰ γόηταν κυρίαν εἰδικὴ διὰ τὰς ἐξοχὰς παρεκκλήσεις ἐν τῇ πλουσιωτάτῃ συλλογῇ τῶν ... ἐν τῷ Ἐμπορικῷ Οἴκῳ τῆς Ἀνατολῆς τοῦ κ. ΣΑΒΒΑ ΒΑΡΑΓΚΑΣΤΗ ὁδὸς Ἀθηνᾶς 97—99. (947, 410, 1165, 514)
price-item-value: » 45—40 (1111, 909, 1165, 923)
sale-address: 17 Ὁδὸς Εὐαγγελιστρίας 17 (332, 2022, 498, 2037)
bank-notice-signature: Η ΓΕΝΙΚΗ ΔΙΕΥΘΥΝΣΙΣ (765, 1727, 920, 1741)
article-paragraph: Τὸ Κεντρικὸν Κατάστημα δέχεται ἐντόκους καταθέσεις Ὀθωμανικῶν Χρυσῶν, εἰς τὸν τόκον ἐπὶ τρεχουμένου λογαριασμοῦ. (947, 1801, 1577, 1831)
subscriptions-text: ΔΙΑ ΤΟΥΣ ΕΝ ΡΩΣΙΑ. Ό συν δρομή μας είναι : (22, 232, 272, 261)
memorial-name: ΚΩΝΣΤΑΝΤΙΝΟΥ ΑΘΑΝΑΣΟΠΟΥΛΟΥ (1244, 159, 1510, 174)
article-paragraph: Ἡ Ρόζα ἐπλησίασε καὶ τοῦ ἔπιασε τὰς χεῖρας. Ὁ Στέφανος ἐσυγκινήθη σφόδρα. (750, 1307, 935, 1351)
article-paragraph: — Μὰ σὲ ρωτήσω, καλέ μου κὺρ Πέτρο, τί θέλεις μὲ τὴ μικρὴ τὴ Ραδιοκορίτση; (750, 490, 935, 534)
sale-price-list (947, 834, 1165, 939)
article-paragraph: Ἐκ τοῦ ὑποστρατήγου κ. Δαγκλῆ ἐχορηγήθη ἀρτοπωλεῖον τὸ ἐφετεινὸν ἔκδοσιν ἀνάμεσα τοῦ πολυπληθοῦς πλήθους εἰς τὸ χωρίον Κερατσινίου. (290, 408, 540, 473)
clinic-address: Ὁδὸς Ξένη ἀριθ. 6 Ἀριθ. τηλεφ. 683 (1135, 1408, 1389, 1423)
article-paragraph: Ἡ Ρόζα Μαρία ἐκοίταξε πρὸς τὸ μέρος τῆς θύρας καὶ ἐν τῷ ἅμα ἐξῆλθε ἡ κυρία Μιραβέλ. (750, 1163, 935, 1207)
column-rule (941, 70, 942, 2067)
article-paragraph: Ὁ κ. Ροβέρτος Γ. Ρώσης καὶ ἡ δεσποινὶς Ἑλένη Ἰακ. Σκούφαρη, ἐτέλεσαν τοὺς γάμους των. (947, 173, 1165, 217)
price-item-value: » 160—115 (1096, 879, 1165, 893)
article-paragraph: — Μάλιστα, πατέρα, ὁ στρατάρχης μπορεῖ νὰ ρωτήσῃ. (750, 439, 935, 468)
article-paragraph: «Ἀλλ' ὁ Στέφανος ἠρώτησε ποῦ ἦτο ὁ Στάφυλος, ὅτι τὸ βλέπει τὴν Ρόζαν καὶ ὅτι ἔρχεται ἀπὸ τὴν ἐξοχὴν μὲ τὴν κυρίαν του. (551, 1748, 736, 1807)
sale-address: 17 Ὁδὸς Εὐαγγελιστρίας 17 (964, 816, 1148, 830)
poros-text: διὰ Αἴγιναν, Μέθανα καὶ Πόρον. (960, 1134, 1152, 1148)
theatre-listing: Μ. ΚΟΤΟΠΟΥΛΗ. Ἀπόψε «Ὁ Βασιλεὺς» διὰ τὴν μεγάλην ἐπιτυχίαν. (290, 1508, 540, 1538)
clinic-ad (947, 1258, 1577, 1553)
gold-words-heading: ΧΡΥΣΑ ΛΟΓΙΑ (64, 951, 230, 976)
article-paragraph: — Πρόσεχε καὶ λέγε τὰς γυναῖκας πονηρίας. Δὲν λέγω πῶς ὁ κὺρ Πέτρος θὰ μπορῇ νὰ προλάβῃ τὴν τύχη μας, θέλει σὰ τὸν λύκο τῆς νύχτας. (551, 535, 736, 609)
price-item-value: » 0.40-0.30 (471, 2100, 540, 2115)
article-paragraph: Βίος ἄεργος εἶνε προκαταβολικὸς θάνατος. (16, 1206, 278, 1238)
theatre-listing: ΝΕΑΠΟΛΕΩΣ. Ἀπόψε «Τὰ Παναθήναια τοῦ 1912» καὶ ἡ κωμωδία τοῦ θιάσου. (290, 1541, 540, 1571)
article-paragraph: — Κύριε Στέφανε !... — Ἐπιτρέψατέ μου νὰ σᾶς εἴπω ... — Ἡ γυναῖκα αὐτή, εἶπε, εἶνε ἡ Ρόζα Μαρία. (551, 1811, 736, 1870)
article-paragraph: Εἴπομεν δὲ ὅτι ἦτο νέος. Καὶ τὸ διάδημα παρέμεινε κεραυνοβόλον. Ἡ ἐκκεντρικὴ ἐκλεκτὴ τοῦ διαν εἶνε καὶ ἀπὸ τὸ βάθος τῶν σελίδων ... τὴν ἦπιαν. (16, 787, 278, 852)
edo-kekei-heading: ΕΔΩ Κ' ΕΚΕΙ (290, 245, 540, 283)
fiction-kicker: ΕΚΛΕΚΤΑ ΜΥΘΙΣΤΟΡΗΜΑΤΑ (590, 820, 896, 839)
center-column (551, 74, 935, 2094)
poros-text: Οἱ ἔχοντες εἰσιτήρια Α' θέσεως καὶ ἐπανόδου δύνανται νὰ ἀναχωρήσωσιν ἐκ Πόρου εἰς τὸ ἀτμόπλοιον. (947, 1152, 1165, 1211)
article-paragraph: Αἱ ἀπαρέσεις. (551, 1043, 633, 1057)
article-paragraph: — Δὲν μοῦ λές, Ραττοῦρε, μπορεῖς νὰ μοῦ εἴπῃς τί τὸ θέλεις τὸν κὺρ Πέτρο, καὶ νὰ τὸν ρωτήσω; (551, 709, 736, 768)
article-paragraph: — Μὲ ἐκεῖνο τὸν μύθον τοῦ Λεωνίδου τὸν ἔμαθα ἀφ' ὅτου ἦτο παιδὶ ... νὰ ἀναρωτήσῃ τὸ φιλότιμο τῆς κόρης. (551, 409, 736, 468)
fiction-title: ΤΟ ΡΟΔΟΝ ΤΗΣ ΓΡΕΝΑΔΗΣ (604, 871, 882, 959)
article-paragraph: Δόξα στὸ Θεό ! ... Καὶ ἐφθάσαμε εἰς τὴν μεγάλην πτωχείαν ὅπου μᾶς δείχνουν τὰς ἐφημερίδας δι' ὅσα καὶ ὁ μαῦρος κόσμος τοῦ Ρωμιοῦ. (290, 289, 540, 353)
calendar-title: ΗΜΕΡΟΛΟΓΙΟΝ (40, 128, 254, 152)
price-row (947, 864, 1165, 879)
article-paragraph: ΠΑΡΑΣΚΕΥΗ, 27 Ἰουλίου. — Εἰς Εὐρώπην διὰ Βρινδησίου καὶ Ἀμερικὴν (Ἰταλία) 10 π. μ. Εἰς Σμύρνην, Μυτιλήνην, Χίον καὶ Ρωσσίαν (Κεδιδιαλ) 11.30 π. μ. Εἰς Θεσσαλονίκην, Σμύρνην καὶ Ρωσσίαν (Μπάρτον) 4 μ. μ. Εἰς Κρήτην (Κεδιδιαλ) 3 μ. μ. (290, 1812, 540, 1917)
poros-heading: «Ο ΠΟΡΟΣ» (957, 995, 1155, 1035)
column-4 (947, 74, 1165, 1254)
article-paragraph: Ἡ θεία δὲν ἐπανῆλθεν, ὡστόσο ὁ Στέφανος ἦτο πάντοτε ἐκεῖ, περιμένων ὡς ἄλλος ἱππότης τὰς διαταγὰς τῆς κυρίας του. (750, 1211, 935, 1270)
article-paragraph: παρακαλοῦμεν τοὺς συγγενεῖς καὶ φίλους ὅπως εὐαρεστηθῶσι προσέλθωσι καὶ συνδεηθῶσι μεθ' ἡμῶν τὰς πρὸς τὸν Ὕψιστον δεήσεις των. (1177, 178, 1577, 223)
article-paragraph: Καὶ ἡ ... Μέχρι πότε ἡ ὑπηρεσία τοῦ τελωνείου θὰ εἶνε ἐπιτετραμμένη ; (290, 1284, 540, 1316)
article-paragraph: — Ὄχι. (750, 556, 792, 570)
sale-heading: ΜΕΓΑΛΑΙ ΕΚΠΤΩΣΕΙΣ (947, 760, 1165, 784)
article-paragraph: Εἰς τὴν ἐποχήν μας, ὅπως βλέπετε, συμβαίνουν τὰ παραδοξότερα τῶν φαινομένων καὶ συντάσσει τὸ γεροντικὸν τοῦ γένους ἕνα διάδημα. Ποιὸς δύναται νὰ εἴπῃ ὅτι ὁ τελευταῖος τῶν αἰώνων εἶνε ἀληθῶς ἐκείνος τῆς σοφίας καὶ τῶν ὑπερηλίκων ; Τὸ διάδημα, ἡ δόξα τῶν ἀνάλατων ἔργων τοῦ Καραμπέη, ἡ δόξα ἔπεσε εἰς τὸ χωριὸ τῶν νέων. (16, 622, 278, 784)
price-item-name: Τσίτια χαλκὰ (947, 924, 1030, 938)
article-paragraph: Τμῆμα ἐξωτερικῶν ἀρρώστων.—Ἐν τῷ τμήματι τούτῳ γίνονται δεκταὶ πρὸς ἐξέτασιν ἄπορες καὶ μὴ ἄπορες ἀσθενεῖς πρὸς ἐγχείρησιν ἢ ἰατρικὴν συμβουλὴν καθ' ἑκάστην ἀπὸ 10—11 π. μ. καὶ 4—6 μ. μ. πλὴν τῆς Κυριακῆς. (947, 1475, 1577, 1520)
article-paragraph: — Γιατὶ χωρὶς νὰ τὸ ἐρωτήσω πρὸ καιροῦ θὰ τὴν ἔβαζα σὲ καλὸ δρόμο. (750, 592, 935, 636)
article-paragraph: Ἡ Κυριακὴ ἦτο ἡ ὡραία θαλάσσιος ἐποχὴ, ὅτε ἡ κυρία Μαρία ἦτο εἰς τὸ σπίτι της. Ἦτο ὥρα τῆς Γρενάδης, ἡ ὁποία ἐπερίμενε τὸν Στέφανον μετ' ἀγωνίας. (551, 1217, 736, 1306)
sale-price-list (290, 2040, 540, 2115)
theatre-listing: ΚΥΒΕΛΗΣ. Ἀπόψε ἡ μεγάλη ἐπιτυχία τοῦ θιάσου ἡ «Ἀγνώστου» καὶ Σαχλίαιν τὴν κ. Κυβέλην καὶ «Ρόσα» τοῦ κ. Βονασέρας. (290, 1394, 540, 1439)
chapter-number: Η' (636, 977, 651, 991)
article-paragraph: (Συνέχεια ἐκ τοῦ χθεσινοῦ) (563, 232, 724, 246)
column-rule (545, 70, 546, 2067)
article-paragraph: «Ἡ κυρία Μιραβὲλ ἐπαρουσιάσθη εἰς τὸ πλευρὸν τῆς Ρόζας Μαρίας, τὸ ὁποῖον ἐδέχθη ἐν ἀγάπῃ καὶ ἀνεπιφυλάκτως. (551, 1403, 736, 1477)
poros-text: Τὸ γνωστὸν ταχύπλουν θαλαμηγὸν ἀτμόπλοιον ἀναχωρεῖ τακτικῶς ἐκ Πειραιῶς (953, 1035, 1159, 1079)
article-paragraph: Μικρὰ ποὺ Κυριακή, ἡ Ρόζα ἐσυνάντησε τὸν Στέφανον εἰς τὸ μέγαρον τῆς Γρενάδης, ὅπου ἐμάθε ὅτι ἡ κυρία Μιραβὲλ ἐπιθυμεῖ νὰ ἀποσυρθῇ. (551, 1481, 736, 1555)
machinery-ad-company: DR. GASPARY & Co (1301, 832, 1453, 849)
theatre-listing: ΟΛΥΜΠΙΑ. Διὰ τὴν 2αν φορὰν «Τὰ Πανηγύρια τοῦ 1912». (290, 1475, 540, 1505)
article-paragraph: Τὸ πρόγραμμα ἐκεῖνο εἶνε πολλὰ περίεργα. Τὸ πρῶτον ἐπεγράφετο: (551, 995, 736, 1039)
article-paragraph: Ὁ διοικητὴς τοῦ Πανελληνίου κ. Χ. Περίκλης ἐκσυγχρονίζει εἰς τὸν Ζωγράφον τὴν νέαν ἀγωγήν του. (290, 544, 540, 592)
sale-heading: ΜΕΓΑΛΑΙ ΕΚΠΤΩΣΕΙΣ (341, 1932, 489, 1993)
theatre-listing: ΖΑΠΠΕΙΟΝ. Καθ' ἑκάστην ἑσπέραν καλλιτεχνικὸς κινηματογράφος καὶ κωμικαὶ ταινίαι Gaston Marsan. (290, 1688, 540, 1733)
price-row (947, 834, 1165, 849)
serial-subhead: ΜΥΘΙΣΤΟΡΗΜΑ ΤΟΥ ΗΡΩΙΣΜΟΥ ΚΑΙ ΤΗΣ ΑΓΑΠΗΣ (569, 194, 917, 208)
article-paragraph: Ἐστράφη πρὸς ἄλλους τινά, ἐρρίφθη ἐπὶ τῆς κλίνης ... (551, 772, 736, 801)
article-paragraph: — Ἐκπρὸ λοιπὸν ἄγοντα μὲ ἀπολημμένα κατὰ τοῦ κ. Νόμου, διότι εἰ δεῖ καὶ ἀνακατεύεται εἰς τὰ ἰδιαίτερα ... (290, 715, 540, 779)
date-month: ΙΟΥΛΙΟΣ (20, 170, 98, 190)
article-paragraph: — Ἀπὸ ποῦ τὸ ξέρεις; ἀνησυχήσας ἠρώτησε περίεργος ὁ Ραττοῦρος. (551, 298, 736, 342)
article-paragraph: — Εἶνε χάλκινος, ἐσκέφθη. — Ἀλλὰ ποιός θὰ εἶνε ὁ νικητής ; (750, 1274, 935, 1303)
price-item-value: » 45—40 (1111, 894, 1165, 908)
price-item-value: » 220—175 (1096, 864, 1165, 878)
article-paragraph: Τὸ συμμαχικὸν τῶν Κουρίων τελεῖ σήμερον Κυριακὴν τὴν ἑορτήν του ἑορτὴ εἰς τὴν μεγάλην πλατεῖαν τῆς πόλεως. (290, 476, 540, 540)
